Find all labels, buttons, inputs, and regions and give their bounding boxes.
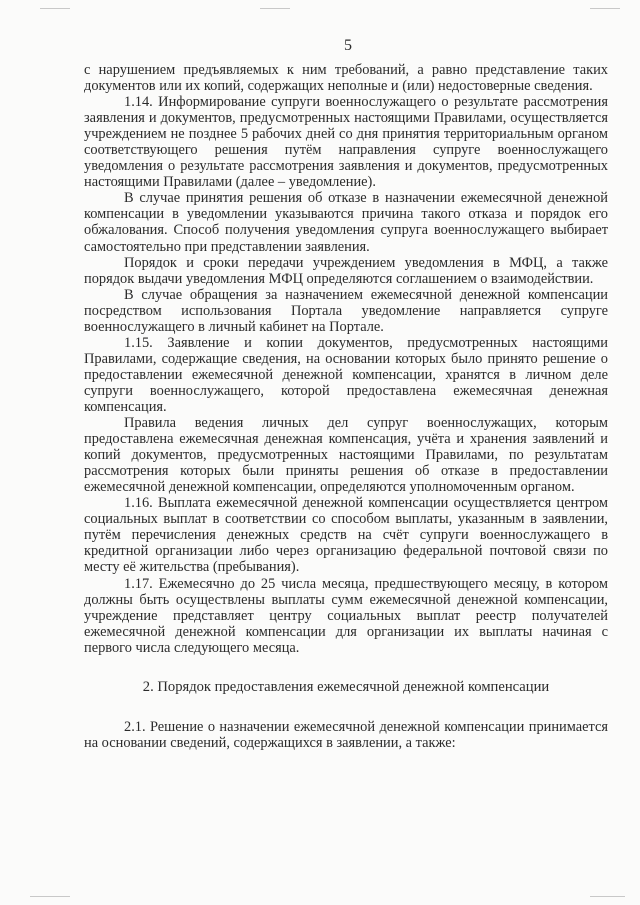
paragraph-1-15: 1.15. Заявление и копии документов, предусмотренных настоящими Правилами, содержащие сведения, на основании которых было принято решение о предоставлении ежемесячной денежной компенсации, хранятся в личном деле супруги военнослужащего, которой предоставлена ежемесячная денежная компенсация. xyxy=(84,334,608,415)
paragraph-2-1: 2.1. Решение о назначении ежемесячной денежной компенсации принимается на основании сведений, содержащихся в заявлении, а также: xyxy=(84,718,608,751)
paragraph-personal-files: Правила ведения личных дел супруг военнослужащих, которым предоставлена ежемесячная денежная компенсация, учёта и хранения заявлений и копий документов, предусмотренных настоящими Правилами, по результатам рассмотрения которых были приняты решения об отказе в предоставлении ежемесячной денежной компенсации, определяются уполномоченным органом. xyxy=(84,415,608,496)
paragraph-1-14: 1.14. Информирование супруги военнослужащего о результате рассмотрения заявления и документов, предусмотренных настоящими Правилами, осуществляется учреждением не позднее 5 рабочих дней со дня принятия территориальным органом соответствующего решения путём направления супруге военнослужащего уведомления о результате рассмотрения заявления и документов, предусмотренных настоящими Правилами (далее – уведомление). xyxy=(84,94,608,191)
document-body xyxy=(84,62,608,751)
scan-mark-top-center xyxy=(260,8,290,9)
page-number: 5 xyxy=(344,37,352,54)
scan-mark-bottom-left xyxy=(30,896,70,897)
paragraph-portal: В случае обращения за назначением ежемесячной денежной компенсации посредством использования Портала уведомление направляется супруге военнослужащего в личный кабинет на Портале. xyxy=(84,286,608,335)
scan-mark-top-right xyxy=(590,8,620,9)
section-heading: 2. Порядок предоставления ежемесячной денежной компенсации xyxy=(142,678,550,695)
paragraph-mfc: Порядок и сроки передачи учреждением уведомления в МФЦ, а также порядок выдачи уведомления МФЦ определяются соглашением о взаимодействии. xyxy=(84,254,608,287)
scan-mark-bottom-right xyxy=(590,896,625,897)
paragraph-1-16: 1.16. Выплата ежемесячной денежной компенсации осуществляется центром социальных выплат в соответствии со способом выплаты, указанным в заявлении, путём перечисления денежных средств на счёт супруги военнослужащего в кредитной организации либо через организацию федеральной почтовой связи по месту её жительства (пребывания). xyxy=(84,495,608,576)
paragraph-1-17: 1.17. Ежемесячно до 25 числа месяца, предшествующего месяцу, в котором должны быть осуществлены выплаты сумм ежемесячной денежной компенсации, учреждение представляет центру социальных выплат реестр получателей ежемесячной денежной компенсации для организации их выплаты начиная с первого числа следующего месяца. xyxy=(84,575,608,656)
scan-mark-top-left xyxy=(40,8,70,9)
paragraph-continuation: с нарушением предъявляемых к ним требований, а равно представление таких документов или их копий, содержащих неполные и (или) недостоверные сведения. xyxy=(84,62,608,95)
paragraph-refusal: В случае принятия решения об отказе в назначении ежемесячной денежной компенсации в уведомлении указываются причина такого отказа и порядок его обжалования. Способ получения уведомления супруга военнослужащего выбирает самостоятельно при представлении заявления. xyxy=(84,190,608,255)
